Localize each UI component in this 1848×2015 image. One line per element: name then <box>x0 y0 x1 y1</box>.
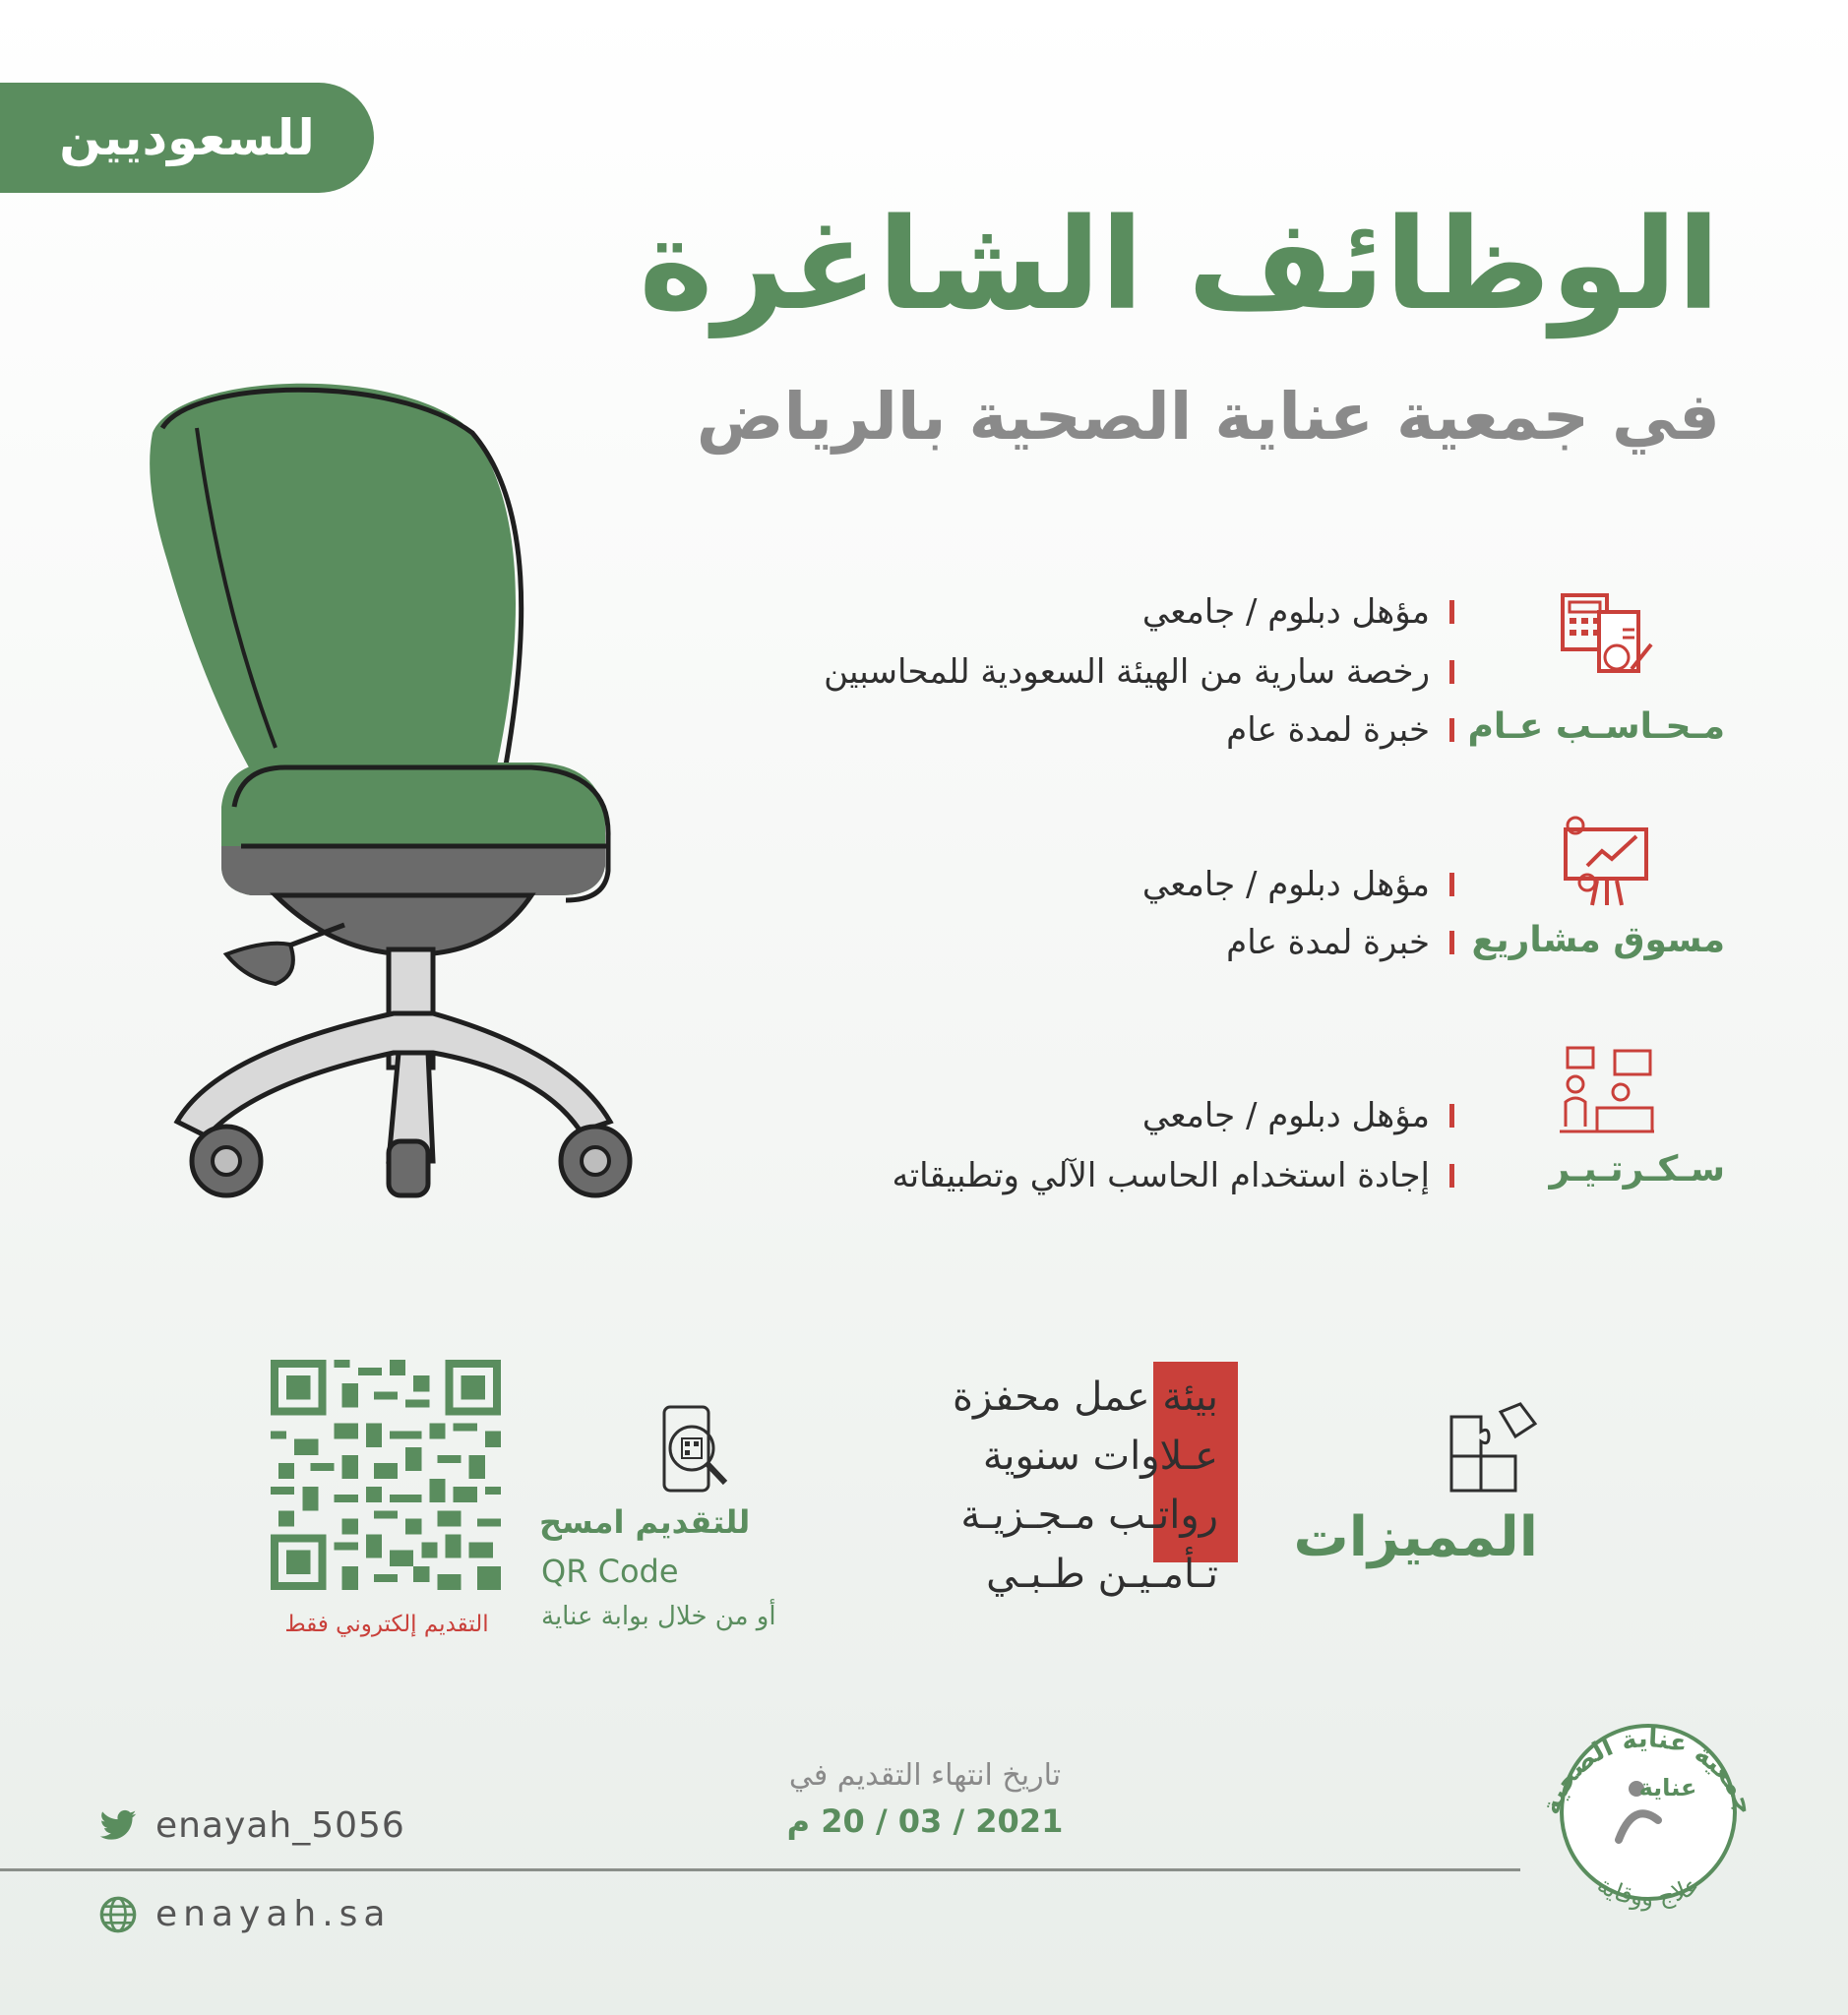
job-title-secretary: سـكـرتـيـر <box>1549 1149 1725 1190</box>
page-subtitle: في جمعية عناية الصحية بالرياض <box>696 379 1720 455</box>
accounting-icon <box>1558 590 1656 689</box>
apply-portal-link[interactable]: أو من خلال بوابة عناية <box>541 1602 776 1631</box>
apply-qr-label: QR Code <box>541 1553 679 1590</box>
job-requirement: مؤهل دبلوم / جامعي <box>1142 1096 1454 1135</box>
logo-arc-bottom: علاج ووقاية <box>1592 1870 1704 1912</box>
job-requirement: رخصة سارية من الهيئة السعودية للمحاسبين <box>824 652 1454 692</box>
online-only-note: التقديم إلكتروني فقط <box>284 1612 489 1637</box>
office-chair-illustration <box>118 374 649 1220</box>
twitter-link[interactable] <box>98 1805 405 1846</box>
feature-item: تـأمـيـن طـبـي <box>986 1552 1218 1597</box>
feature-item: رواتـب مـجـزيـة <box>960 1493 1218 1538</box>
job-requirement: مؤهل دبلوم / جامعي <box>1142 865 1454 904</box>
deadline-label: تاريخ انتهاء التقديم في <box>788 1758 1062 1793</box>
job-requirement: خبرة لمدة عام <box>1226 923 1454 962</box>
feature-item: بيئة عمل محفزة <box>953 1374 1218 1420</box>
footer-divider <box>0 1868 1520 1871</box>
logo-center-text: عناية <box>1638 1774 1697 1801</box>
website-link[interactable] <box>98 1894 391 1934</box>
feature-item: عـلاوات سنوية <box>982 1434 1218 1479</box>
globe-icon <box>98 1895 138 1934</box>
job-title-project-marketer: مسوق مشاريع <box>1471 920 1725 960</box>
logo-arc-top: جمعية عناية الصحية <box>1536 1724 1760 1819</box>
apply-scan-label: للتقديم امسح <box>539 1503 751 1541</box>
page-title: الوظائف الشاغرة <box>639 192 1720 338</box>
job-title-accountant: مـحـاسـب عـام <box>1467 706 1725 747</box>
deadline-date: 2021 / 03 / 20 م <box>786 1802 1064 1840</box>
qr-scan-phone-icon <box>654 1402 743 1500</box>
features-title: المميزات <box>1293 1505 1538 1569</box>
job-requirement: خبرة لمدة عام <box>1226 710 1454 750</box>
marketing-presentation-icon <box>1558 812 1656 910</box>
secretary-desk-icon <box>1558 1043 1656 1141</box>
twitter-icon <box>98 1809 138 1843</box>
website-url: enayah.sa <box>155 1894 392 1934</box>
job-requirement: إجادة استخدام الحاسب الآلي وتطبيقاته <box>892 1156 1454 1195</box>
job-requirement: مؤهل دبلوم / جامعي <box>1142 592 1454 632</box>
saudis-only-badge: للسعوديين <box>0 83 374 193</box>
twitter-handle: enayah_5056 <box>155 1805 405 1846</box>
puzzle-icon <box>1442 1402 1540 1500</box>
qr-code[interactable] <box>271 1360 501 1590</box>
enayah-logo <box>1520 1673 1776 1928</box>
